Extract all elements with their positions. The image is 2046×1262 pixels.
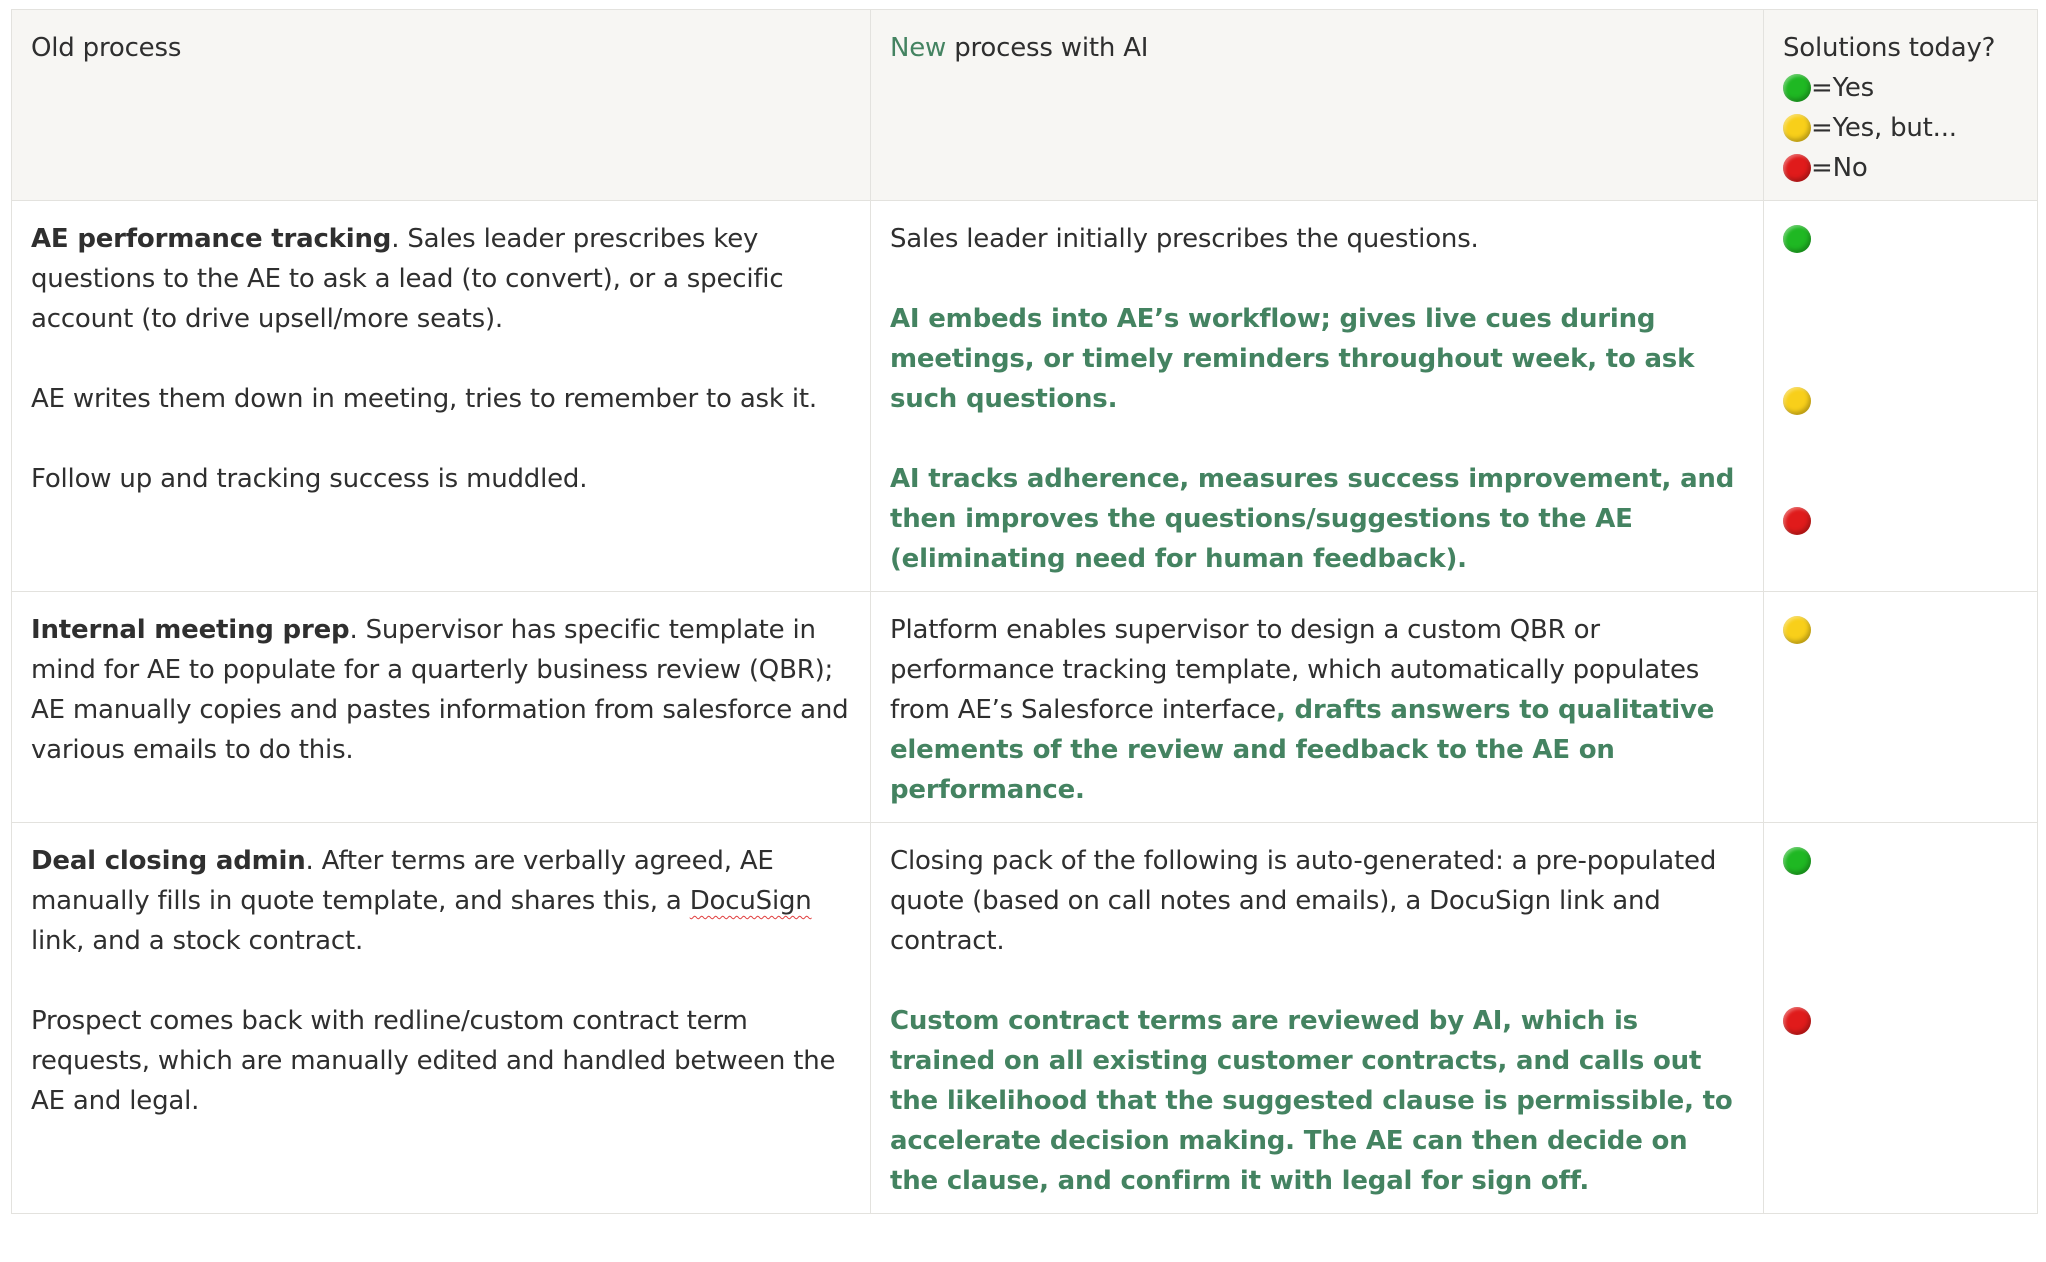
legend-no: =No <box>1783 148 2019 188</box>
header-old-label: Old process <box>31 33 182 63</box>
new-process-cell[interactable] <box>871 201 1764 592</box>
old-paragraph: Follow up and tracking success is muddled. <box>31 464 588 494</box>
green-circle-icon <box>1783 74 1811 102</box>
table-row <box>12 592 2038 823</box>
status-indicator <box>1783 501 2019 541</box>
header-solutions-label: Solutions today? <box>1783 33 1996 63</box>
old-paragraph: Internal meeting prep. Supervisor has specific template in mind for AE to populate for a quarterly business review (QBR); AE manually copies and pastes information from salesforce and various emails to do this. <box>31 615 849 765</box>
legend-yes-but: =Yes, but... <box>1783 108 2019 148</box>
row-title: AE performance tracking <box>31 224 392 254</box>
header-new-word: New <box>890 33 947 63</box>
status-cell[interactable] <box>1764 201 2038 592</box>
status-indicator <box>1783 1001 2019 1041</box>
status-indicator <box>1783 841 2019 881</box>
table-row <box>12 201 2038 592</box>
yellow-circle-icon <box>1783 114 1811 142</box>
green-circle-icon <box>1783 225 1811 253</box>
table-row <box>12 823 2038 1214</box>
process-comparison-table <box>11 9 2038 1214</box>
new-paragraph-ai: AI embeds into AE’s workflow; gives live cues during meetings, or timely reminders throughout week, to ask such questions. <box>890 304 1695 414</box>
status-cell[interactable] <box>1764 592 2038 823</box>
yellow-circle-icon <box>1783 616 1811 644</box>
header-old-process[interactable] <box>12 10 871 201</box>
header-new-process[interactable] <box>871 10 1764 201</box>
old-process-cell[interactable] <box>12 823 871 1214</box>
status-indicator <box>1783 381 2019 421</box>
new-process-cell[interactable] <box>871 823 1764 1214</box>
yellow-circle-icon <box>1783 387 1811 415</box>
old-process-cell[interactable] <box>12 201 871 592</box>
old-paragraph: Deal closing admin. After terms are verbally agreed, AE manually fills in quote template, and shares this, a DocuSign link, and a stock contract. <box>31 846 812 956</box>
old-paragraph: Prospect comes back with redline/custom contract term requests, which are manually edited and handled between the AE and legal. <box>31 1006 836 1116</box>
new-process-cell[interactable] <box>871 592 1764 823</box>
legend-yes: =Yes <box>1783 68 2019 108</box>
new-paragraph: Closing pack of the following is auto-generated: a pre-populated quote (based on call notes and emails), a DocuSign link and contract. <box>890 846 1717 956</box>
red-circle-icon <box>1783 1007 1811 1035</box>
old-paragraph: AE writes them down in meeting, tries to remember to ask it. <box>31 384 817 414</box>
row-title: Deal closing admin <box>31 846 306 876</box>
red-circle-icon <box>1783 507 1811 535</box>
status-cell[interactable] <box>1764 823 2038 1214</box>
new-paragraph: Sales leader initially prescribes the questions. <box>890 224 1479 254</box>
status-indicator <box>1783 219 2019 259</box>
row-title: Internal meeting prep <box>31 615 350 645</box>
green-circle-icon <box>1783 847 1811 875</box>
header-solutions[interactable] <box>1764 10 2038 201</box>
status-indicator <box>1783 610 2019 650</box>
misspelled-word[interactable]: DocuSign <box>689 886 812 916</box>
new-paragraph-ai: AI tracks adherence, measures success improvement, and then improves the questions/suggestions to the AE (eliminating need for human feedback). <box>890 464 1735 574</box>
header-new-rest: process with AI <box>946 33 1149 63</box>
old-paragraph: AE performance tracking. Sales leader prescribes key questions to the AE to ask a lead (to convert), or a specific account (to drive upsell/more seats). <box>31 224 784 334</box>
header-row <box>12 10 2038 201</box>
old-process-cell[interactable] <box>12 592 871 823</box>
new-paragraph: Platform enables supervisor to design a custom QBR or performance tracking template, which automatically populates from AE’s Salesforce interface, drafts answers to qualitative elements of the review and feedback to the AE on performance. <box>890 615 1715 805</box>
red-circle-icon <box>1783 154 1811 182</box>
new-paragraph-ai: Custom contract terms are reviewed by AI, which is trained on all existing customer contracts, and calls out the likelihood that the suggested clause is permissible, to accelerate decision making. The AE can then decide on the clause, and confirm it with legal for sign off. <box>890 1006 1733 1196</box>
